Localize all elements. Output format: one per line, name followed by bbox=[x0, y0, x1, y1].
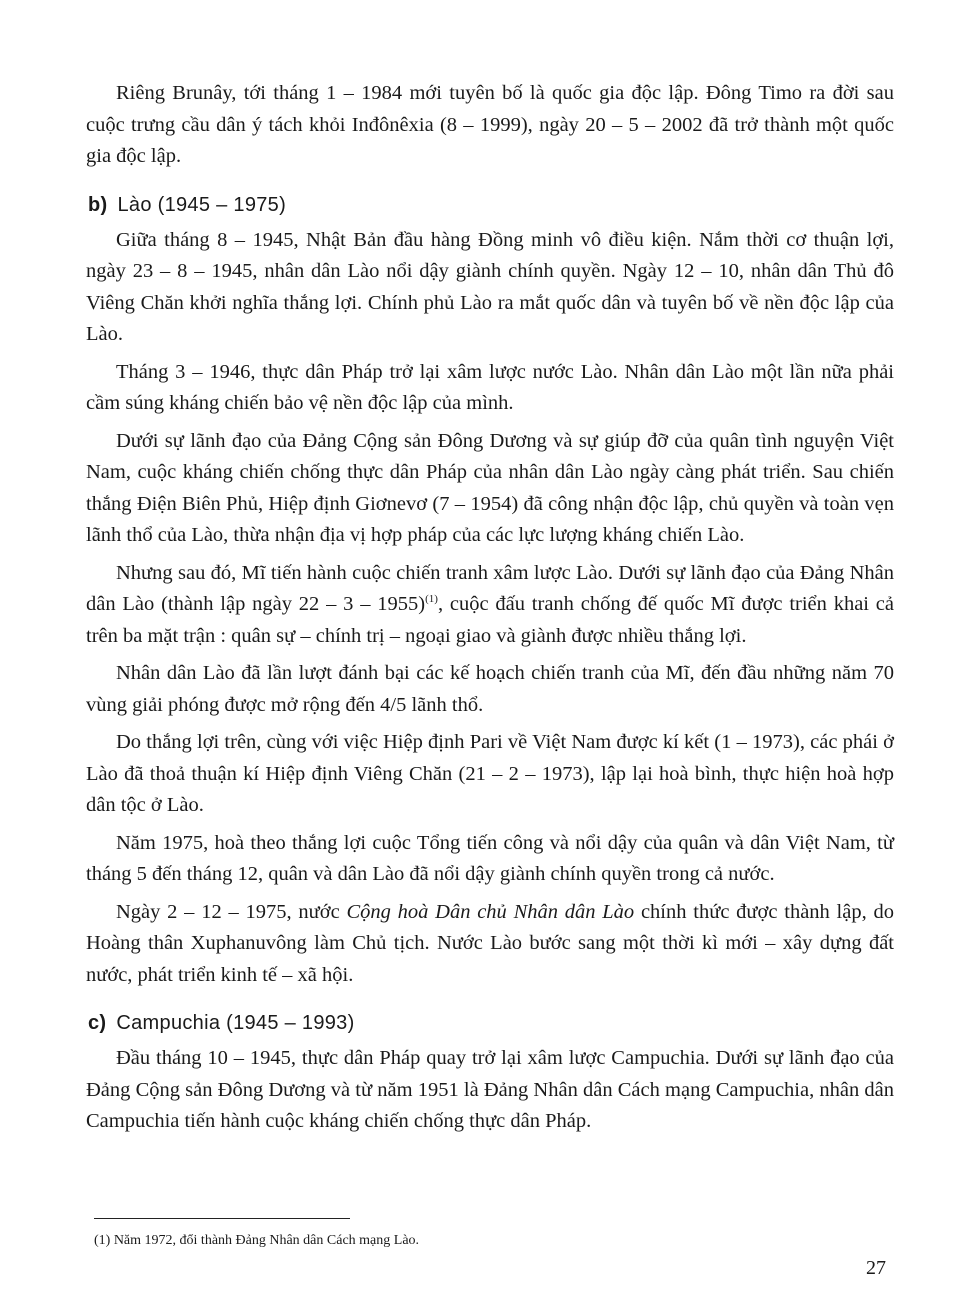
page-number: 27 bbox=[866, 1257, 886, 1279]
paragraph-laos-1945: Giữa tháng 8 – 1945, Nhật Bản đầu hàng Đồng minh vô điều kiện. Nắm thời cơ thuận lợi, ngày 23 – 8 – 1945, nhân dân Lào nổi dậy giành chính quyền. Ngày 12 – 10, nhân dân Thủ đô Viêng Chăn khởi nghĩa thắng lợi. Chính phủ Lào ra mắt quốc dân và tuyên bố về nền độc lập của Lào. bbox=[86, 228, 894, 345]
section-label-b: b) bbox=[88, 193, 108, 216]
republic-name: Cộng hoà Dân chủ Nhân dân Lào bbox=[346, 900, 635, 923]
section-title-laos: Lào (1945 – 1975) bbox=[117, 193, 287, 216]
paragraph-laos-liberated: Nhân dân Lào đã lần lượt đánh bại các kế hoạch chiến tranh của Mĩ, đến đầu những năm 70 vùng giải phóng được mở rộng đến 4/5 lãnh thổ. bbox=[86, 662, 894, 716]
paragraph-laos-republic-end: chính thức được thành lập, do Hoàng thân Xuphanuvông làm Chủ tịch. Nước Lào bước sang một thời kì mới – xây dựng đất nước, phát triển kinh tế – xã hội. bbox=[86, 900, 894, 986]
section-label-c: c) bbox=[88, 1012, 107, 1034]
footnote-divider bbox=[94, 1218, 350, 1219]
paragraph-laos-1946: Tháng 3 – 1946, thực dân Pháp trở lại xâm lược nước Lào. Nhân dân Lào một lần nữa phải cầm súng kháng chiến bảo vệ nền độc lập của mình. bbox=[86, 360, 894, 414]
paragraph-laos-vientiane-accord: Do thắng lợi trên, cùng với việc Hiệp định Pari về Việt Nam được kí kết (1 – 1973), các phái ở Lào đã thoả thuận kí Hiệp định Viêng Chăn (21 – 2 – 1973), lập lại hoà bình, thực hiện hoà hợp dân tộc ở Lào. bbox=[86, 731, 894, 816]
paragraph-laos-us-war bbox=[86, 558, 894, 653]
paragraph-laos-us-war-start: Nhưng sau đó, Mĩ tiến hành cuộc chiến tranh xâm lược Lào. Dưới sự lãnh đạo của Đảng Nhân dân Lào (thành lập ngày 22 – 3 – 1955) bbox=[86, 561, 894, 615]
paragraph-laos-republic bbox=[86, 897, 894, 992]
paragraph-cambodia-1945: Đầu tháng 10 – 1945, thực dân Pháp quay trở lại xâm lược Campuchia. Dưới sự lãnh đạo của Đảng Cộng sản Đông Dương và từ năm 1951 là Đảng Nhân dân Cách mạng Campuchia, nhân dân Campuchia tiến hành cuộc kháng chiến chống thực dân Pháp. bbox=[86, 1047, 894, 1132]
paragraph-laos-1975: Năm 1975, hoà theo thắng lợi cuộc Tổng tiến công và nổi dậy của quân và dân Việt Nam, từ tháng 5 đến tháng 12, quân và dân Lào đã nổi dậy giành chính quyền trong cả nước. bbox=[86, 831, 894, 885]
page-body bbox=[86, 78, 894, 1144]
footnote: (1) Năm 1972, đổi thành Đảng Nhân dân Cách mạng Lào. bbox=[94, 1233, 420, 1248]
paragraph-laos-resistance: Dưới sự lãnh đạo của Đảng Cộng sản Đông Dương và sự giúp đỡ của quân tình nguyện Việt Nam, cuộc kháng chiến chống thực dân Pháp của nhân dân Lào ngày càng phát triển. Sau chiến thắng Điện Biên Phủ, Hiệp định Giơnevơ (7 – 1954) đã công nhận độc lập, chủ quyền và toàn vẹn lãnh thổ của Lào, thừa nhận địa vị hợp pháp của các lực lượng kháng chiến Lào. bbox=[86, 429, 894, 546]
paragraph-laos-us-war-end: , cuộc đấu tranh chống đế quốc Mĩ được triển khai cả trên ba mặt trận : quân sự – chính trị – ngoại giao và giành được nhiều thắng lợi. bbox=[86, 593, 895, 647]
footnote-ref: (1) bbox=[425, 593, 438, 606]
section-heading-cambodia bbox=[88, 1009, 894, 1037]
paragraph-brunei-timor: Riêng Brunây, tới tháng 1 – 1984 mới tuyên bố là quốc gia độc lập. Đông Timo ra đời sau cuộc trưng cầu dân ý tách khỏi Inđônêxia (8 – 1999), ngày 20 – 5 – 2002 đã trở thành một quốc gia độc lập. bbox=[86, 82, 894, 167]
section-heading-laos bbox=[88, 191, 894, 219]
paragraph-laos-republic-start: Ngày 2 – 12 – 1975, nước bbox=[116, 900, 347, 923]
section-title-cambodia: Campuchia (1945 – 1993) bbox=[116, 1012, 355, 1034]
